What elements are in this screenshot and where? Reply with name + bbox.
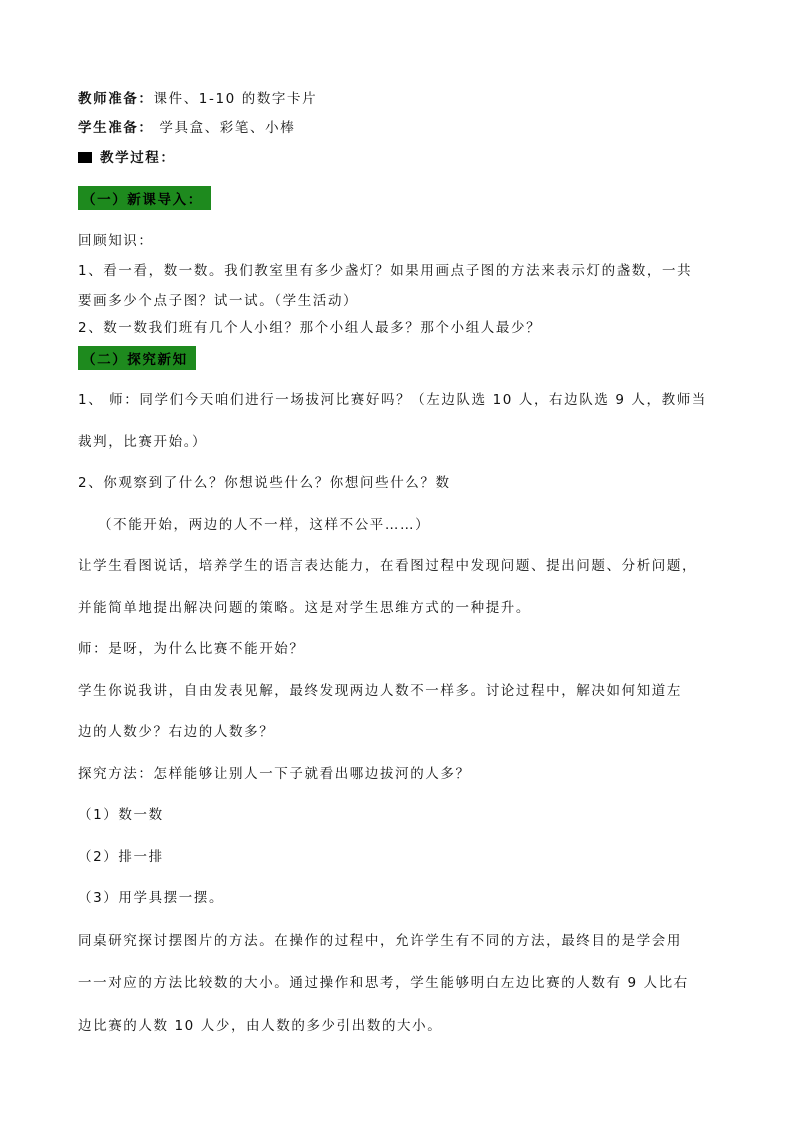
teacher-prep bbox=[78, 87, 317, 107]
section2-heading-text: （二）探究新知 bbox=[78, 346, 196, 370]
student-prep bbox=[78, 116, 295, 136]
black-square-icon bbox=[78, 152, 92, 163]
method-2: （2）排一排 bbox=[78, 849, 164, 865]
section2-p8-line1: 同桌研究探讨摆图片的方法。在操作的过程中，允许学生有不同的方法，最终目的是学会用 bbox=[78, 933, 682, 949]
section2-p1-line1: 1、 师：同学们今天咱们进行一场拔河比赛好吗？（左边队选 10 人，右边队选 9 人，教师当 bbox=[78, 392, 707, 408]
section2-p6-line1: 学生你说我讲，自由发表见解，最终发现两边人数不一样多。讨论过程中，解决如何知道左 bbox=[78, 683, 682, 699]
method-3: （3）用学具摆一摆。 bbox=[78, 890, 225, 906]
review-label: 回顾知识： bbox=[78, 233, 154, 249]
student-prep-text: 学具盒、彩笔、小棒 bbox=[153, 120, 296, 136]
section2-heading bbox=[78, 346, 196, 370]
section1-item1-line1: 1、看一看，数一数。我们教室里有多少盏灯？如果用画点子图的方法来表示灯的盏数，一共 bbox=[78, 263, 693, 279]
section2-p6-line2: 边的人数少？右边的人数多？ bbox=[78, 724, 275, 740]
section2-p4-line2: 并能简单地提出解决问题的策略。这是对学生思维方式的一种提升。 bbox=[78, 600, 531, 616]
section2-p8-line2: 一一对应的方法比较数的大小。通过操作和思考，学生能够明白左边比赛的人数有 9 人比右 bbox=[78, 975, 689, 991]
section2-p3: （不能开始，两边的人不一样，这样不公平……） bbox=[98, 517, 431, 533]
section2-p7: 探究方法：怎样能够让别人一下子就看出哪边拔河的人多？ bbox=[78, 766, 471, 782]
section2-p8-line3: 边比赛的人数 10 人少，由人数的多少引出数的大小。 bbox=[78, 1018, 443, 1034]
student-prep-label: 学生准备： bbox=[78, 120, 154, 136]
section1-heading-text: （一）新课导入： bbox=[78, 186, 211, 210]
process-title bbox=[78, 146, 176, 166]
process-title-text: 教学过程： bbox=[100, 150, 176, 166]
section2-p2: 2、你观察到了什么？你想说些什么？你想问些什么？数 bbox=[78, 475, 451, 491]
section2-p5: 师：是呀，为什么比赛不能开始？ bbox=[78, 641, 305, 657]
method-1: （1）数一数 bbox=[78, 807, 164, 823]
section1-heading bbox=[78, 186, 211, 210]
teacher-prep-label: 教师准备： bbox=[78, 91, 154, 107]
section2-p1-line2: 裁判，比赛开始。） bbox=[78, 434, 208, 450]
teacher-prep-text: 课件、1-10 的数字卡片 bbox=[153, 91, 318, 107]
section1-item2: 2、数一数我们班有几个人小组？那个小组人最多？那个小组人最少？ bbox=[78, 320, 542, 336]
section2-p4-line1: 让学生看图说话，培养学生的语言表达能力，在看图过程中发现问题、提出问题、分析问题， bbox=[78, 558, 698, 574]
section1-item1-line2: 要画多少个点子图？试一试。（学生活动） bbox=[78, 293, 359, 309]
